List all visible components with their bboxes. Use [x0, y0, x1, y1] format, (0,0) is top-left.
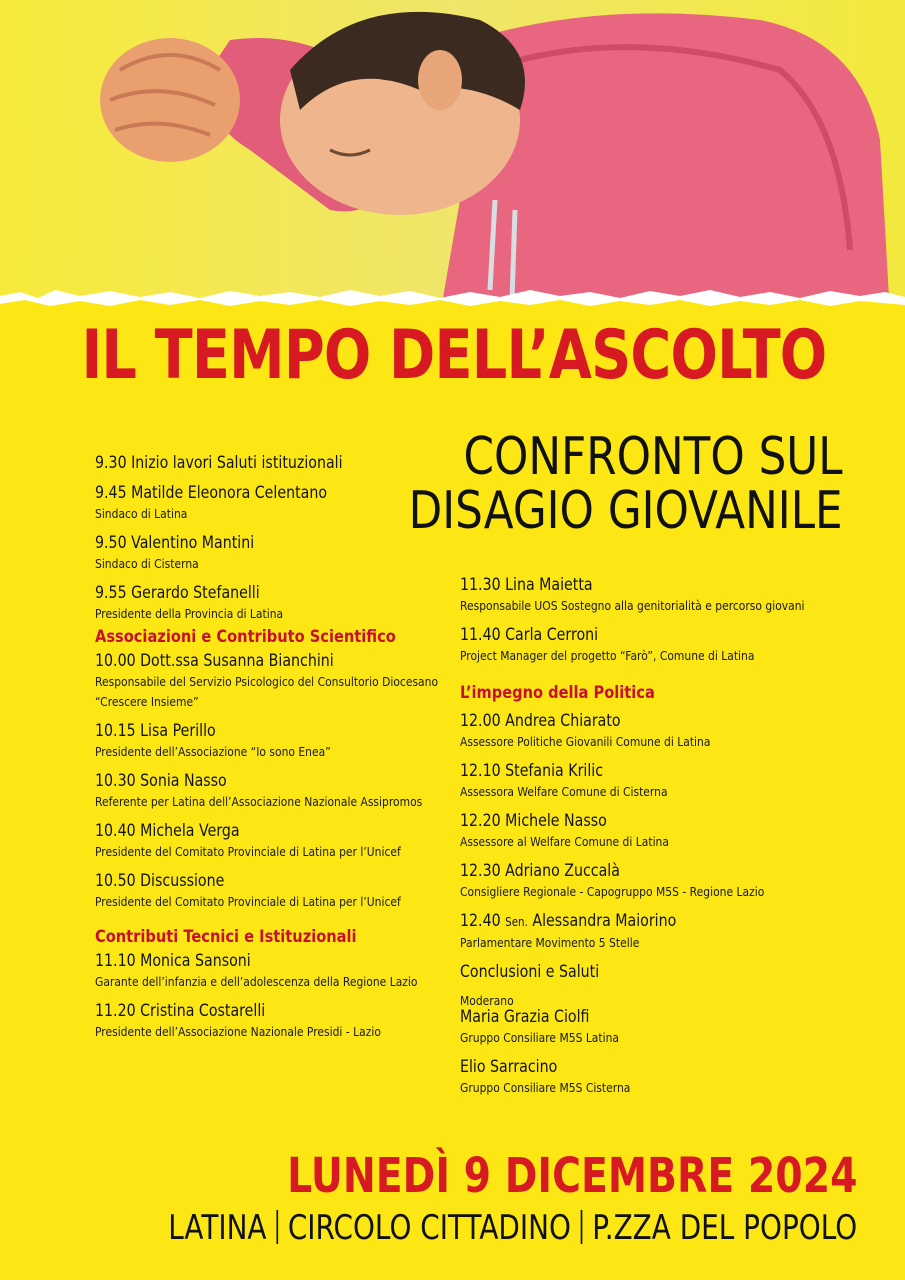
program-entry — [95, 582, 465, 624]
program-entry — [460, 910, 830, 953]
entry-time-name: 12.20 Michele Nasso — [460, 811, 607, 830]
event-date: LUNEDÌ 9 DICEMBRE 2024 — [286, 1148, 857, 1204]
entry-time-name: 10.40 Michela Verga — [95, 821, 240, 840]
program-entry — [95, 650, 465, 712]
location-venue: CIRCOLO CITTADINO — [287, 1208, 571, 1248]
entry-time-name: 11.10 Monica Sansoni — [95, 951, 251, 970]
entry-time-name: 11.20 Cristina Costarelli — [95, 1001, 266, 1020]
program-entry — [95, 950, 465, 992]
entry-time-name: 10.30 Sonia Nasso — [95, 771, 227, 790]
moderator-entry — [460, 1006, 830, 1048]
entry-honorific: Sen. — [505, 915, 528, 929]
entry-time-name: 10.50 Discussione — [95, 871, 225, 890]
event-title: IL TEMPO DELL’ASCOLTO — [81, 316, 827, 395]
program-entry — [460, 624, 830, 666]
program-entry — [460, 574, 830, 616]
closing-label: Conclusioni e Saluti — [460, 962, 600, 981]
location-city: LATINA — [168, 1208, 267, 1248]
entry-role: Assessora Welfare Comune di Cisterna — [460, 784, 668, 799]
entry-extra: Saluti istituzionali — [216, 453, 343, 472]
moderator-entry — [460, 1056, 830, 1098]
entry-time-name: 9.50 Valentino Mantini — [95, 533, 255, 552]
program-entry — [95, 770, 465, 812]
entry-role: Referente per Latina dell’Associazione Nazionale Assipromos — [95, 794, 423, 809]
entry-role: Garante dell’infanzia e dell’adolescenza della Regione Lazio — [95, 974, 418, 989]
program-entry — [95, 532, 465, 574]
program-entry — [460, 760, 830, 802]
entry-time-name: 12.10 Stefania Krilic — [460, 761, 604, 780]
entry-role: Consigliere Regionale - Capogruppo M5S - Regione Lazio — [460, 884, 765, 899]
entry-name: Alessandra Maiorino — [532, 911, 677, 930]
entry-role: Presidente dell’Associazione “Io sono Enea” — [95, 744, 331, 759]
program-entry — [460, 810, 830, 852]
entry-role: Presidente dell’Associazione Nazionale Presidi - Lazio — [95, 1024, 381, 1039]
program-entry — [95, 820, 465, 862]
entry-role: Sindaco di Cisterna — [95, 556, 199, 571]
section-heading: Associazioni e Contributo Scientifico — [95, 627, 396, 647]
closing-entry — [460, 961, 830, 983]
moderators-label: Moderano — [460, 993, 514, 1008]
program-left-column — [95, 452, 465, 1050]
moderator-role: Gruppo Consiliare M5S Cisterna — [460, 1080, 631, 1095]
program-right-column — [460, 574, 830, 1106]
location-separator — [581, 1210, 583, 1244]
entry-role: Sindaco di Latina — [95, 506, 188, 521]
subtitle-line-1: CONFRONTO SUL — [463, 427, 843, 487]
entry-role: Assessore al Welfare Comune di Latina — [460, 834, 669, 849]
entry-time-name: 11.30 Lina Maietta — [460, 575, 593, 594]
location-square: P.ZZA DEL POPOLO — [592, 1208, 857, 1248]
entry-role: Responsabile UOS Sostegno alla genitorialità e percorso giovani — [460, 598, 805, 613]
entry-time-name: 12.30 Adriano Zuccalà — [460, 861, 620, 880]
subtitle-line-2: DISAGIO GIOVANILE — [409, 481, 843, 541]
program-entry — [95, 452, 465, 474]
teen-hoodie-illustration — [0, 0, 905, 315]
moderator-role: Gruppo Consiliare M5S Latina — [460, 1030, 620, 1045]
entry-time-name: 10.15 Lisa Perillo — [95, 721, 216, 740]
event-subtitle — [409, 427, 843, 541]
program-entry — [460, 710, 830, 752]
entry-role: Presidente del Comitato Provinciale di Latina per l’Unicef — [95, 844, 401, 859]
moderator-name: Elio Sarracino — [460, 1057, 558, 1076]
program-entry — [95, 720, 465, 762]
entry-role: Presidente della Provincia di Latina — [95, 606, 284, 621]
entry-time: 12.40 — [460, 911, 501, 930]
entry-role: Responsabile del Servizio Psicologico del Consultorio Diocesano — [95, 674, 439, 689]
entry-time-name: 9.30 Inizio lavori — [95, 453, 213, 472]
header-photo — [0, 0, 905, 315]
location-separator — [276, 1210, 278, 1244]
entry-time-name: 11.40 Carla Cerroni — [460, 625, 599, 644]
program-entry — [460, 860, 830, 902]
entry-time-name: 9.55 Gerardo Stefanelli — [95, 583, 260, 602]
moderator-name: Maria Grazia Ciolfi — [460, 1007, 590, 1026]
entry-time-name: 12.00 Andrea Chiarato — [460, 711, 621, 730]
entry-role: Assessore Politiche Giovanili Comune di Latina — [460, 734, 711, 749]
program-entry — [95, 870, 465, 912]
program-entry — [95, 482, 465, 524]
section-heading: L’impegno della Politica — [460, 683, 655, 703]
entry-time-name: 9.45 Matilde Eleonora Celentano — [95, 483, 328, 502]
event-location — [168, 1208, 857, 1248]
entry-role: Parlamentare Movimento 5 Stelle — [460, 935, 640, 950]
program-entry — [95, 1000, 465, 1042]
entry-time-name: 10.00 Dott.ssa Susanna Bianchini — [95, 651, 334, 670]
section-heading: Contributi Tecnici e Istituzionali — [95, 927, 357, 947]
entry-role: Presidente del Comitato Provinciale di Latina per l’Unicef — [95, 894, 401, 909]
entry-role: Project Manager del progetto “Farò”, Comune di Latina — [460, 648, 755, 663]
entry-role-line-2: “Crescere Insieme” — [95, 694, 199, 709]
